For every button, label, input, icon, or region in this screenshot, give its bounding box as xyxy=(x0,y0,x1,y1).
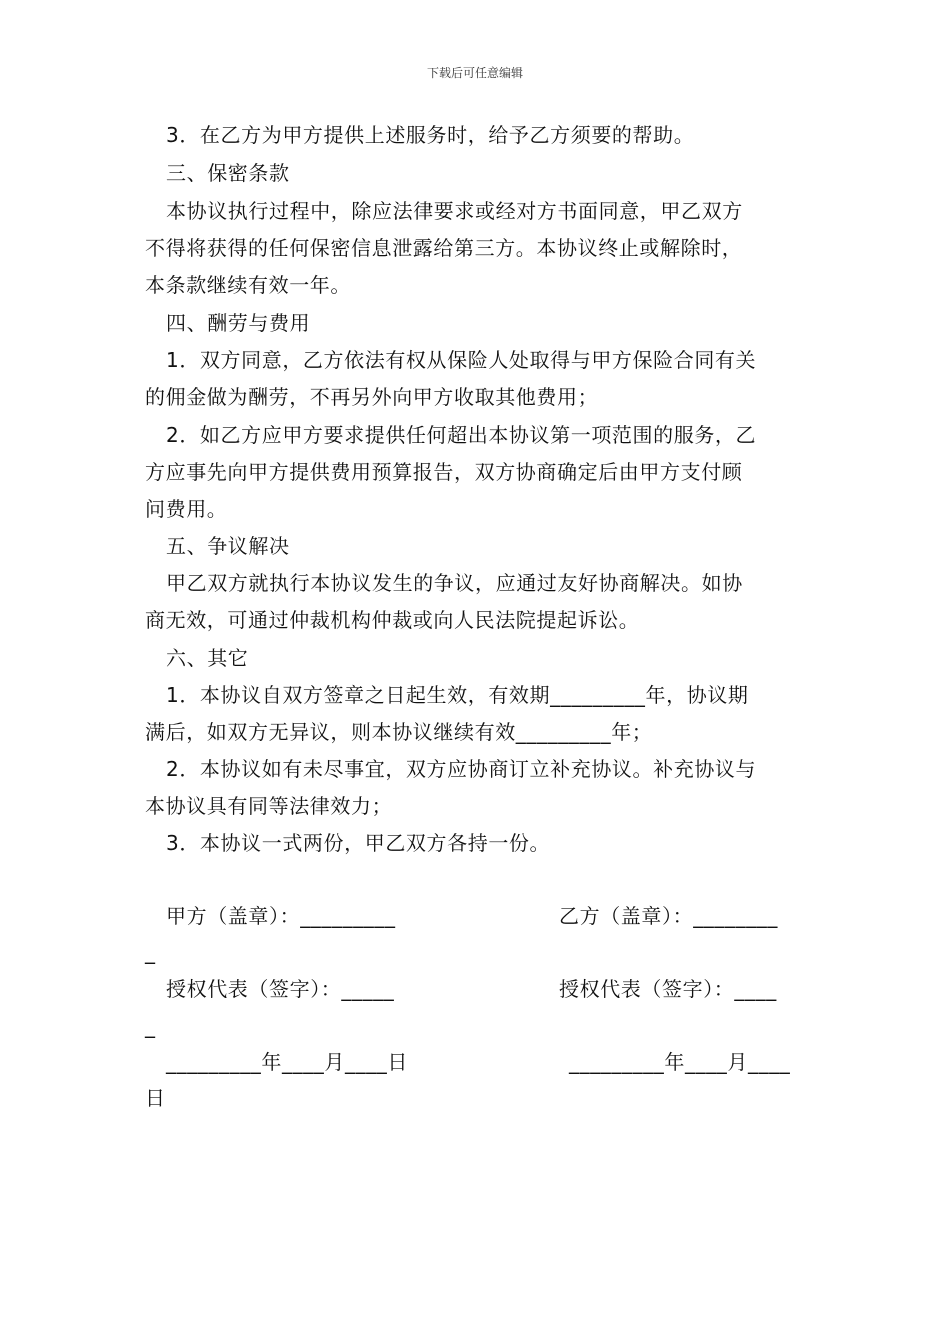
paragraph-line: 问费用。 xyxy=(145,497,228,521)
seal-line-wrap: _ xyxy=(145,940,156,964)
section-heading-confidentiality: 三、保密条款 xyxy=(166,161,290,185)
paragraph-line: 1．本协议自双方签章之日起生效，有效期_________年，协议期 xyxy=(166,683,749,707)
paragraph-line: 3．本协议一式两份，甲乙双方各持一份。 xyxy=(166,831,551,855)
clause-3-text: 3．在乙方为甲方提供上述服务时，给予乙方须要的帮助。 xyxy=(166,123,695,147)
party-b-representative-field: 授权代表（签字）：____ xyxy=(559,977,777,1001)
paragraph-line: 不得将获得的任何保密信息泄露给第三方。本协议终止或解除时， xyxy=(145,236,743,260)
paragraph-line: 本条款继续有效一年。 xyxy=(145,273,351,297)
paragraph-line: 方应事先向甲方提供费用预算报告，双方协商确定后由甲方支付顾 xyxy=(145,460,743,484)
party-a-representative-field: 授权代表（签字）：_____ xyxy=(166,977,395,1001)
section-heading-other: 六、其它 xyxy=(166,646,249,670)
section-heading-dispute: 五、争议解决 xyxy=(166,534,290,558)
party-a-seal-field: 甲方（盖章）：_________ xyxy=(166,904,396,928)
paragraph-line: 1．双方同意，乙方依法有权从保险人处取得与甲方保险合同有关 xyxy=(166,348,757,372)
paragraph-line: 的佣金做为酬劳，不再另外向甲方收取其他费用； xyxy=(145,385,599,409)
party-b-seal-field: 乙方（盖章）：________ xyxy=(559,904,778,928)
paragraph-line: 甲乙双方就执行本协议发生的争议，应通过友好协商解决。如协 xyxy=(166,571,743,595)
paragraph-line: 本协议执行过程中，除应法律要求或经对方书面同意，甲乙双方 xyxy=(166,199,743,223)
party-a-date-field: _________年____月____日 xyxy=(166,1050,408,1074)
date-line-wrap: 日 xyxy=(145,1086,166,1110)
rep-line-wrap: _ xyxy=(145,1014,156,1038)
paragraph-line: 商无效，可通过仲裁机构仲裁或向人民法院提起诉讼。 xyxy=(145,608,640,632)
party-b-date-field: _________年____月____ xyxy=(569,1050,791,1074)
paragraph-line: 2．如乙方应甲方要求提供任何超出本协议第一项范围的服务，乙 xyxy=(166,423,757,447)
paragraph-line: 本协议具有同等法律效力； xyxy=(145,794,393,818)
section-heading-remuneration: 四、酬劳与费用 xyxy=(166,311,311,335)
paragraph-line: 2．本协议如有未尽事宜，双方应协商订立补充协议。补充协议与 xyxy=(166,757,757,781)
paragraph-line: 满后，如双方无异议，则本协议继续有效_________年； xyxy=(145,720,653,744)
page-header-note: 下载后可任意编辑 xyxy=(426,66,523,80)
